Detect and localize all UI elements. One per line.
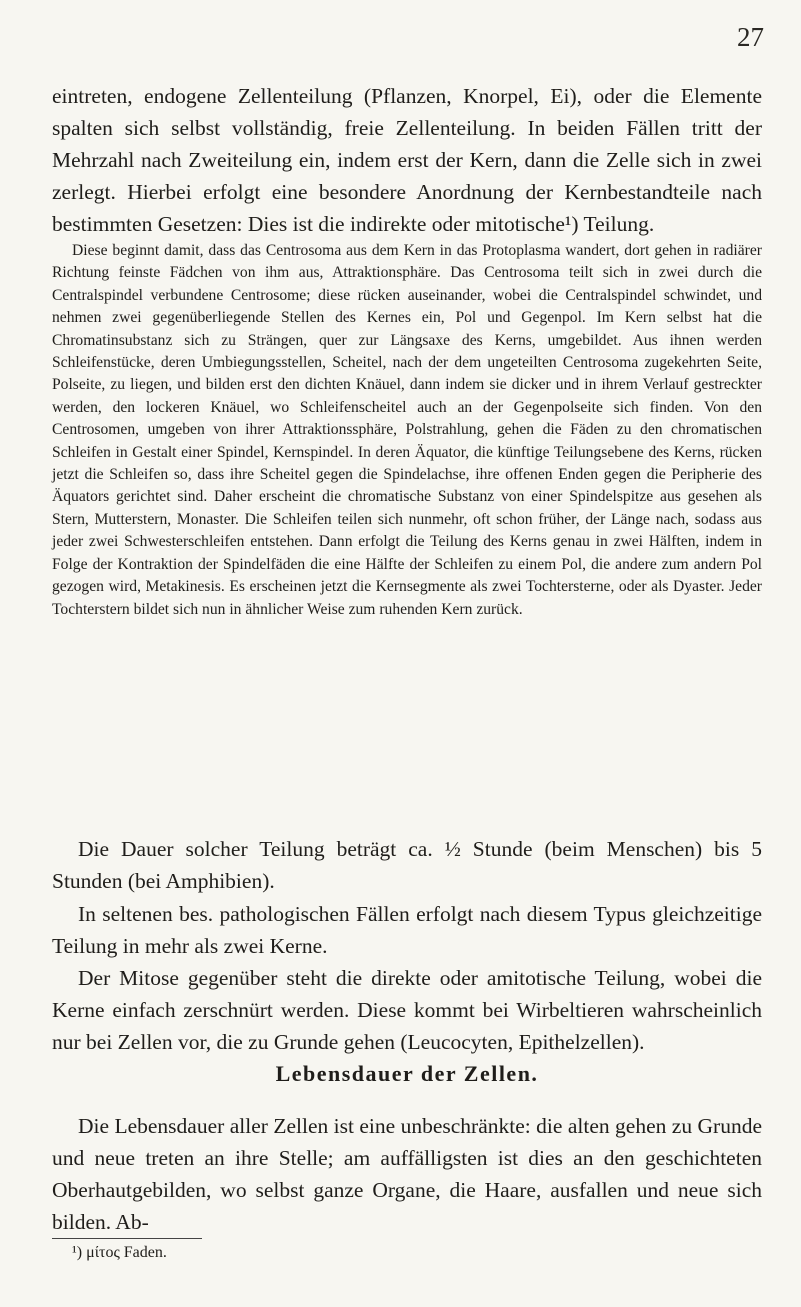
paragraph-text: eintreten, endogene Zellenteilung (Pflanzen, Knorpel, Ei), oder die Elemente spalten sich selbst vollständig, freie Zellenteilung. In beiden Fällen tritt der Mehrzahl nach Zweiteilung ein, indem erst der Kern, dann die Zelle sich in zwei zerlegt. Hierbei erfolgt eine besondere Anordnung der Kernbestandteile nach bestimmten Gesetzen: Dies ist die indirekte oder mitotische¹) Teilung. (52, 84, 762, 236)
section-heading: Lebensdauer der Zellen. (275, 1061, 539, 1086)
paragraph-amitosis (52, 962, 762, 1058)
paragraph-small-print (52, 240, 762, 621)
paragraph-text: Der Mitose gegenüber steht die direkte oder amitotische Teilung, wobei die Kerne einfach zerschnürt werden. Diese kommt bei Wirbeltieren wahrscheinlich nur bei Zellen vor, die zu Grunde gehen (Leucocyten, Epithelzellen). (52, 966, 762, 1054)
paragraph-lifespan (52, 1110, 762, 1238)
paragraph-text: Die Dauer solcher Teilung beträgt ca. ½ Stunde (beim Menschen) bis 5 Stunden (bei Amphibien). (52, 837, 762, 893)
paragraph-text: In seltenen bes. pathologischen Fällen erfolgt nach diesem Typus gleichzeitige Teilung in mehr als zwei Kerne. (52, 902, 762, 958)
footnote-divider (52, 1238, 202, 1239)
footnote: ¹) μίτος Faden. (72, 1244, 167, 1261)
paragraph-intro (52, 80, 762, 240)
paragraph-text: Die Lebensdauer aller Zellen ist eine unbeschränkte: die alten gehen zu Grunde und neue treten an ihre Stelle; am auffälligsten ist dies an den geschichteten Oberhautgebilden, wo selbst ganze Organe, die Haare, ausfallen und neue sich bilden. Ab- (52, 1114, 762, 1234)
page-number: 27 (737, 22, 764, 52)
paragraph-duration (52, 833, 762, 897)
paragraph-pathological (52, 898, 762, 962)
paragraph-text: Diese beginnt damit, dass das Centrosoma aus dem Kern in das Protoplasma wandert, dort gehen in radiärer Richtung feinste Fädchen von ihm aus, Attraktionsphäre. Das Centrosoma teilt sich in zwei durch die Centralspindel verbundene Centrosome; diese rücken auseinander, wobei die Centralspindel schwindet, und nehmen zwei gegenüberliegende Stellen des Kernes ein, Pol und Gegenpol. Im Kern selbst hat die Chromatinsubstanz sich zu Strängen, quer zur Längsaxe des Kerns, umgebildet. Aus ihnen werden Schleifenstücke, deren Umbiegungsstellen, Scheitel, nach der dem ungeteilten Centrosoma zugekehrten Seite, Polseite, zu liegen, und bilden erst den dichten Knäuel, dann indem sie dicker und in ihrem Verlauf gestreckter werden, den lockeren Knäuel, wo Schleifenscheitel auch an der Gegenpolseite sich finden. Von den Centrosomen, umgeben von ihrer Attraktionssphäre, Polstrahlung, gehen die Fäden zu den chromatischen Schleifen in Gestalt einer Spindel, Kernspindel. In deren Äquator, die künftige Teilungsebene des Kerns, rücken jetzt die Schleifen so, dass ihre Scheitel gegen die Spindelachse, ihre offenen Enden gegen die Peripherie des Äquators gerichtet sind. Daher erscheint die chromatische Substanz von einer Spindelspitze aus gesehen als Stern, Mutterstern, Monaster. Die Schleifen teilen sich nunmehr, oft schon früher, der Länge nach, sodass aus jeder zwei Schwesterschleifen entstehen. Dann erfolgt die Teilung des Kerns genau in zwei Hälften, indem in Folge der Kontraktion der Spindelfäden die eine Hälfte der Schleifen zu einem Pol, die andere zum andern Pol gezogen wird, Metakinesis. Es erscheinen jetzt die Kernsegmente als zwei Tochtersterne, oder als Dyaster. Jeder Tochterstern bildet sich nun in ähnlicher Weise zum ruhenden Kern zurück. (52, 242, 762, 618)
